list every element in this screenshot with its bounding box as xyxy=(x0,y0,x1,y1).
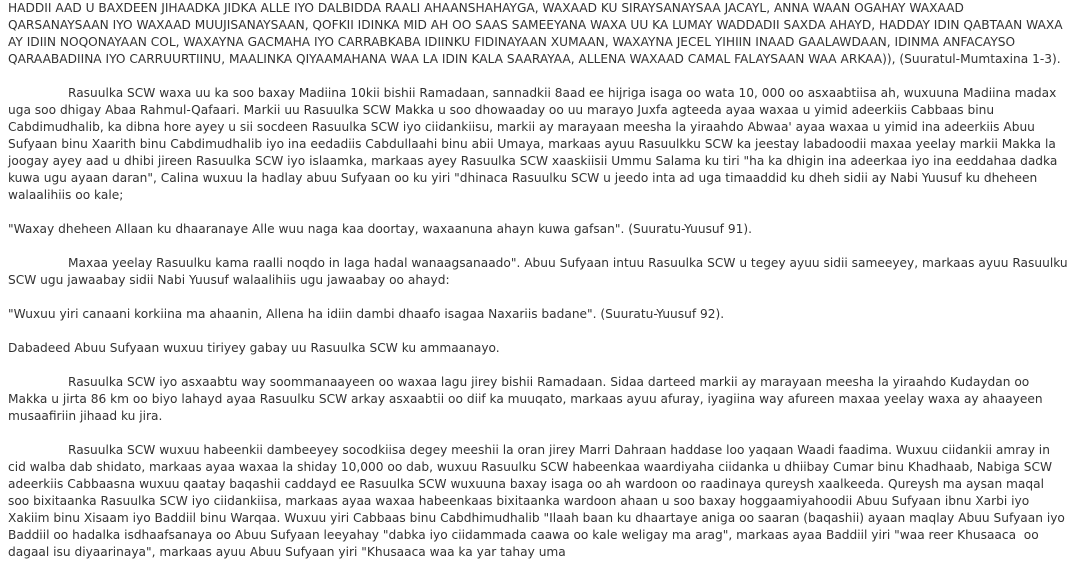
paragraph-yusuf-91: "Waxay dheheen Allaan ku dhaaranaye Alle wuu naga kaa doortay, waxaanuna ahayn kuwa gafsan". (Suuratu-Yuusuf 91). xyxy=(8,222,752,236)
paragraph-spacer xyxy=(8,323,1068,340)
paragraph-quran-quote-upper: HADDII AAD U BAXDEEN JIHAADKA JIDKA ALLE IYO DALBIDDA RAALI AHAANSHAHAYGA, WAXAAD KU SIRAYSANAYSAA JACAYL, ANNA WAAN OGAHAY WAXAAD QARSANAYSAAN IYO WAXAAD MUUJISANAYSAAN, QOFKII IDINKA MID AH OO SAAS SAMEEYANA WAXA UU KA LUMAY WADDADII SAXDA AHAYD, HADDAY IDIN QABTAAN WAXA AY IDIIN NOQONAYAAN COL, WAXAYNA GACMAHA IYO CARRABKABA IDIINKU FIDINAYAAN XUMAAN, WAXAYNA JECEL YIHIIN INAAD GAALAWDAAN, IDINMA ANFACAYSO QARAABADIINA IYO CARRUURTIINU, MAALINKA QIYAAMAHANA WAA LA IDIN KALA SAARAYAA, ALLENA WAXAAD CAMAL FALAYSAAN WAA ARKAA)), (Suuratul-Mumtaxina 1-3). xyxy=(8,1,1067,66)
document-body xyxy=(8,0,1072,561)
paragraph-spacer xyxy=(8,357,1068,374)
paragraph-spacer xyxy=(8,238,1068,255)
paragraph-poem: Dabadeed Abuu Sufyaan wuxuu tiriyey gabay uu Rasuulka SCW ku ammaanayo. xyxy=(8,341,500,355)
paragraph-fasting: Rasuulka SCW iyo asxaabtu way soommanaayeen oo waxaa lagu jirey bishii Ramadaan. Sidaa darteed markii ay marayaan meesha la yiraahdo Kudaydan oo Makka u jirta 86 km oo biyo lahayd ayaa Rasuulku SCW arkay asxaabtii oo diif ka muuqato, markaas ayuu afuray, iyagiina way afureen maxaa yeelay waxa ay ahaayeen musaafiriin jihaad ku jira. xyxy=(8,375,1047,423)
paragraph-spacer xyxy=(8,204,1068,221)
paragraph-spacer xyxy=(8,68,1068,85)
paragraph-departure: Rasuulka SCW waxa uu ka soo baxay Madiina 10kii bishii Ramadaan, sannadkii 8aad ee hijriga isaga oo wata 10, 000 oo asxaabtiisa ah, wuxuuna Madiina madax uga soo dhigay Abaa Rahmul-Qafaari. Markii uu Rasuulka SCW Makka u soo dhowaaday oo uu marayo Juxfa agteeda ayaa waxaa u yimid adeerkiis Cabbaas binu Cabdimudhalib, ka dibna hore ayey u sii socdeen Rasuulka SCW iyo ciidankiisu, markii ay marayaan meesha la yiraahdo Abwaa' ayaa waxaa u yimid ina adeerkiis Abuu Sufyaan binu Xaarith binu Cabdimudhalib iyo ina eedadiis Cabdullaahi binu abii Umaya, markaas ayuu Rasuulkku SCW ka jeestay labadoodii maxaa yeelay markii Makka la joogay ayey aad u dhibi jireen Rasuulka SCW iyo islaamka, markaas ayey Rasuulka SCW xaaskiisii Ummu Salama ku tiri "ha ka dhigin ina adeerkaa iyo ina eeddahaa dadka kuwa ugu ayaan daran", Calina wuxuu la hadlay abuu Sufyaan oo ku yiri "dhinaca Rasuulku SCW u jeedo inta ad uga timaaddid ku dheh sidii ay Nabi Yuusuf ku dheheen walaalihiis oo kale; xyxy=(8,86,1062,202)
paragraph-spacer xyxy=(8,425,1068,442)
paragraph-reply: Maxaa yeelay Rasuulku kama raalli noqdo in laga hadal wanaagsanaado". Abuu Sufyaan intuu Rasuulka SCW u tegey ayuu sidii sameeyey, markaas ayuu Rasuulku SCW ugu jawaabay sidii Nabi Yuusuf walaalihiis ugu jawaabay oo ahayd: xyxy=(8,256,1072,287)
paragraph-yusuf-92: "Wuxuu yiri canaani korkiina ma ahaanin, Allena ha idiin dambi dhaafo isagaa Naxariis badane". (Suuratu-Yuusuf 92). xyxy=(8,307,725,321)
paragraph-camp: Rasuulka SCW wuxuu habeenkii dambeeyey socodkiisa degey meeshii la oran jirey Marri Dahraan haddase loo yaqaan Waadi faadima. Wuxuu ciidankii amray in cid walba dab shidato, markaas ayaa waxaa la shiday 10,000 oo dab, wuxuu Rasuulku SCW habeenkaa waardiyaha ciidanka u dhiibay Cumar binu Khadhaab, Nabiga SCW adeerkiis Cabbaasna wuxuu qaatay baqashii caddayd ee Rasuulka SCW wuxuuna baxay isaga oo ah wardoon oo raadinaya qureysh xaalkeeda. Qureysh ma aysan maqal soo bixitaanka Rasuulka SCW iyo ciidankiisa, markaas ayaa waxaa habeenkaas bixitaanka wardoon ahaan u soo baxay hoggaamiyahoodii Abuu Sufyaan ibnu Xarbi iyo Xakiim binu Xisaam iyo Baddiil binu Warqaa. Wuxuu yiri Cabbaas binu Cabdhimudhalib "Ilaah baan ku dhaartaye aniga oo saaran (baqashii) ayaan maqlay Abuu Sufyaan iyo Baddiil oo hadalka isdhaafsanaya oo Abuu Sufyaan leeyahay "dabka iyo ciidammada caawa oo kale weligay ma arag", markaas ayaa Baddiil yiri "waa reer Khusaaca oo dagaal isu diyaarinaya", markaas ayuu Abuu Sufyaan yiri "Khusaaca waa ka yar tahay uma xyxy=(8,443,1069,559)
paragraph-spacer xyxy=(8,289,1068,306)
